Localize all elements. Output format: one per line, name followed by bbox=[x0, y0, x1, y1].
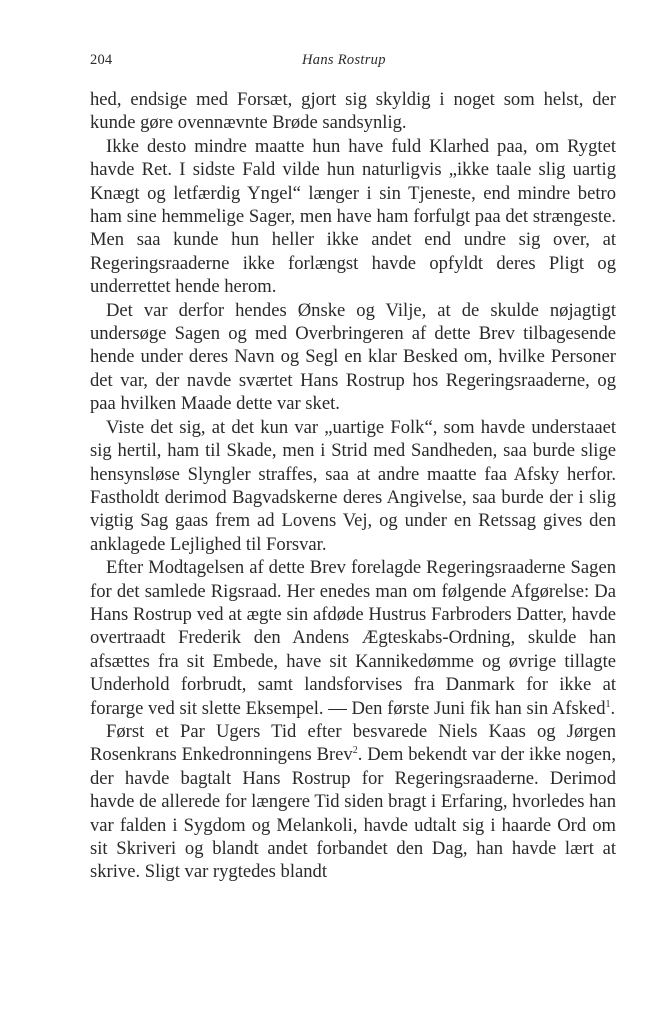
footnote-marker: 2 bbox=[352, 745, 358, 757]
body-text bbox=[90, 88, 616, 884]
paragraph-4 bbox=[90, 416, 616, 556]
paragraph-3 bbox=[90, 299, 616, 416]
paragraph-text: hed, endsige med Forsæt, gjort sig skyldig i noget som helst, der kunde gøre ovennævnte Brøde sandsynlig. bbox=[90, 89, 616, 134]
paragraph-text: Viste det sig, at det kun var „uartige Folk“, som havde understaaet sig hertil, ham til Skade, men i Strid med Sandheden, saa burde slige hensynsløse Slyngler straffes, saa at andre maatte faa Afsky herfor. Fastholdt derimod Bagvadskerne deres Angivelse, saa burde der i slig vigtig Sag gaas frem ad Lovens Vej, og under en Retssag gives den anklagede Lejlighed til Forsvar. bbox=[90, 416, 616, 555]
running-header bbox=[90, 52, 534, 74]
page-number: 204 bbox=[90, 52, 113, 68]
running-title: Hans Rostrup bbox=[302, 52, 386, 68]
paragraph-2 bbox=[90, 135, 616, 299]
paragraph-text: Ikke desto mindre maatte hun have fuld Klarhed paa, om Rygtet havde Ret. I sidste Fald vilde hun naturligvis „ikke taale slig uartig Knægt og letfærdig Yngel“ længer i sin Tjeneste, end mindre betro ham sine hemmelige Sager, men have ham forfulgt paa det strængeste. Men saa kunde hun heller ikke andet end undre sig over, at Regeringsraaderne ikke forlængst havde opfyldt deres Pligt og underrettet hende herom. bbox=[90, 135, 616, 298]
paragraph-6 bbox=[90, 720, 616, 884]
paragraph-text-tail: . bbox=[610, 697, 616, 719]
footnote-marker: 1 bbox=[605, 698, 611, 710]
paragraph-1 bbox=[90, 88, 616, 135]
paragraph-text: Først et Par Ugers Tid efter besvarede Niels Kaas og Jørgen Rosenkrans Enkedronningens Brev bbox=[90, 720, 616, 766]
paragraph-text: Efter Modtagelsen af dette Brev forelagde Regeringsraaderne Sagen for det samlede Rigsraad. Her enedes man om følgende Afgørelse: Da Hans Rostrup ved at ægte sin afdøde Hustrus Farbroders Datter, havde overtraadt Frederik den Andens Ægteskabs-Ordning, skulde han afsættes fra sit Embede, have sit Kannikedømme og øvrige tillagte Underhold forbrudt, samt landsforvises fra Danmark for ikke at forarge ved sit slette Eksempel. — Den første Juni fik han sin Afsked bbox=[90, 557, 616, 719]
paragraph-5 bbox=[90, 556, 616, 720]
paragraph-text-tail: . Dem bekendt var der ikke nogen, der havde bagtalt Hans Rostrup for Regeringsraaderne. Derimod havde de allerede for længere Tid siden bragt i Erfaring, hvorledes han var falden i Sygdom og Melankoli, havde udtalt sig i haarde Ord om sit Skriveri og blandt andet forbandet den Dag, han havde lært at skrive. Sligt var rygtedes blandt bbox=[90, 744, 616, 883]
paragraph-text: Det var derfor hendes Ønske og Vilje, at de skulde nøjagtigt undersøge Sagen og med Overbringeren af dette Brev tilbagesende hende under deres Navn og Segl en klar Besked om, hvilke Personer det var, der navde sværtet Hans Rostrup hos Regeringsraaderne, og paa hvilken Maade dette var sket. bbox=[90, 299, 616, 415]
